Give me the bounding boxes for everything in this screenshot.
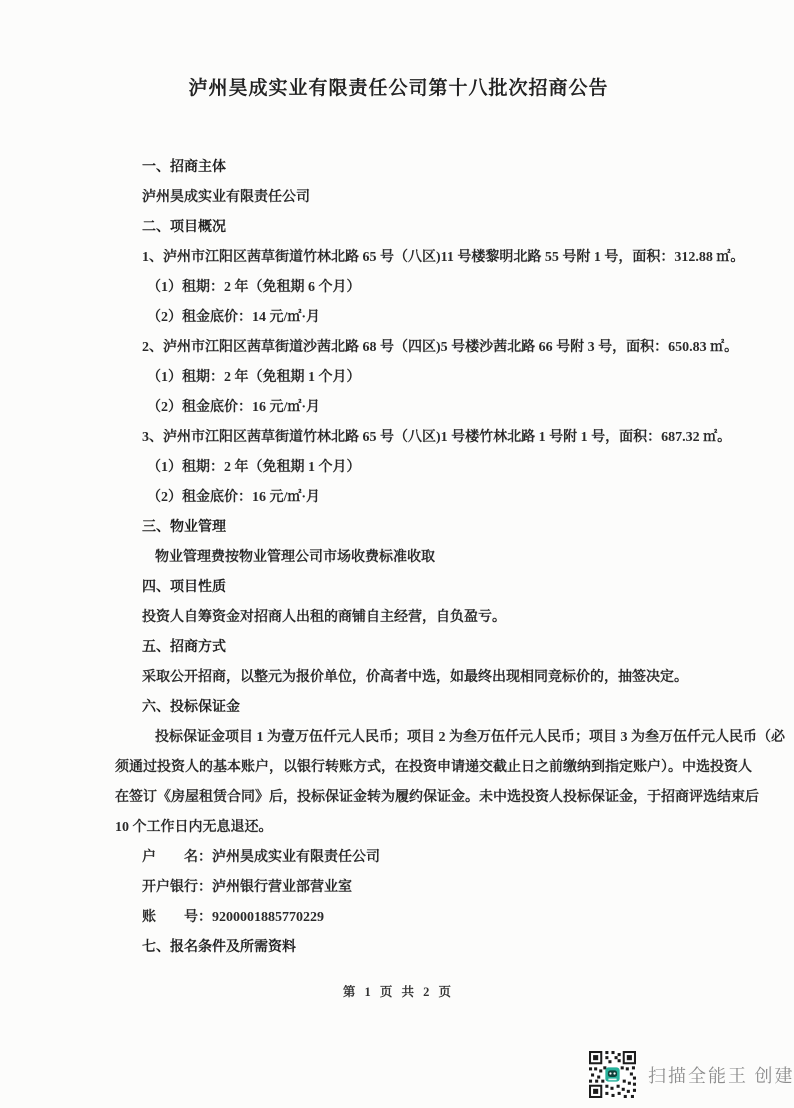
doc-line: 开户银行：泸州银行营业部营业室 [142, 880, 352, 895]
qr-code-icon [589, 1051, 636, 1098]
doc-line: （1）租期：2 年（免租期 1 个月） [147, 460, 361, 475]
doc-line: 一、招商主体 [142, 160, 226, 175]
doc-line: 在签订《房屋租赁合同》后，投标保证金转为履约保证金。未中选投资人投标保证金，于招商评选结束后 [115, 790, 759, 805]
document-title: 泸州昊成实业有限责任公司第十八批次招商公告 [188, 78, 609, 99]
scanner-watermark-label: 扫描全能王 创建 [648, 1065, 794, 1086]
scanner-watermark [589, 1051, 794, 1098]
doc-line: 三、物业管理 [142, 520, 226, 535]
doc-line: 3、泸州市江阳区茜草街道竹林北路 65 号（八区)1 号楼竹林北路 1 号附 1 号，面积：687.32 ㎡。 [142, 430, 732, 445]
doc-line: 七、报名条件及所需资料 [142, 940, 296, 955]
doc-line: （2）租金底价：16 元/㎡·月 [147, 400, 321, 415]
doc-line: 账 号：9200001885770229 [142, 910, 324, 925]
doc-line: 六、投标保证金 [142, 700, 240, 715]
doc-line: （2）租金底价：16 元/㎡·月 [147, 490, 321, 505]
page-number: 第 1 页 共 2 页 [342, 985, 455, 999]
doc-line: （2）租金底价：14 元/㎡·月 [147, 310, 321, 325]
doc-line: 采取公开招商，以整元为报价单位，价高者中选，如最终出现相同竞标价的，抽签决定。 [142, 670, 688, 685]
doc-line: 10 个工作日内无息退还。 [115, 820, 273, 835]
doc-line: 五、招商方式 [142, 640, 226, 655]
document-body [115, 153, 785, 963]
doc-line: 户 名：泸州昊成实业有限责任公司 [142, 850, 380, 865]
doc-line: 泸州昊成实业有限责任公司 [142, 190, 310, 205]
doc-line: 须通过投资人的基本账户，以银行转账方式，在投资申请递交截止日之前缴纳到指定账户）。中选投资人 [115, 760, 752, 775]
doc-line: 投标保证金项目 1 为壹万伍仟元人民币；项目 2 为叁万伍仟元人民币；项目 3 为叁万伍仟元人民币（必 [155, 730, 785, 745]
doc-line: 物业管理费按物业管理公司市场收费标准收取 [155, 550, 435, 565]
doc-line: （1）租期：2 年（免租期 6 个月） [147, 280, 361, 295]
doc-line: 2、泸州市江阳区茜草街道沙茜北路 68 号（四区)5 号楼沙茜北路 66 号附 3 号，面积：650.83 ㎡。 [142, 340, 739, 355]
doc-line: 1、泸州市江阳区茜草街道竹林北路 65 号（八区)11 号楼黎明北路 55 号附 1 号，面积：312.88 ㎡。 [142, 250, 745, 265]
doc-line: 投资人自筹资金对招商人出租的商铺自主经营，自负盈亏。 [142, 610, 506, 625]
doc-line: 四、项目性质 [142, 580, 226, 595]
doc-line: （1）租期：2 年（免租期 1 个月） [147, 370, 361, 385]
doc-line: 二、项目概况 [142, 220, 226, 235]
